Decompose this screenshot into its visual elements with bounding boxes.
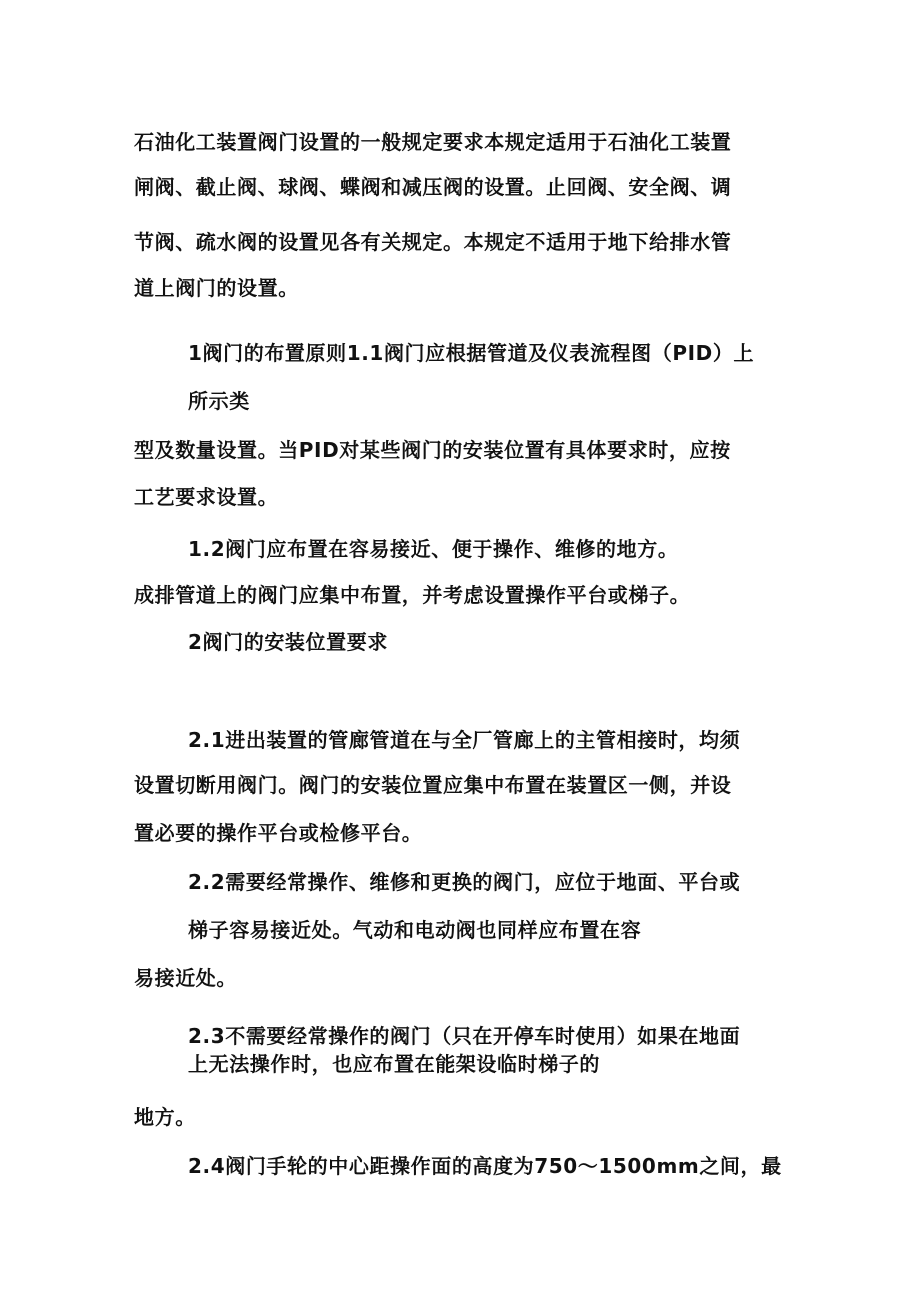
- section-heading-line: 2阀门的安装位置要求: [188, 630, 388, 654]
- text-line: 型及数量设置。当PID对某些阀门的安装位置有具体要求时，应按: [134, 438, 731, 462]
- text-line: 成排管道上的阀门应集中布置，并考虑设置操作平台或梯子。: [134, 583, 691, 607]
- section-heading-line: 1阀门的布置原则1.1阀门应根据管道及仪表流程图（PID）上: [188, 341, 755, 365]
- text-line: 2.2需要经常操作、维修和更换的阀门，应位于地面、平台或: [188, 870, 741, 894]
- text-line: 设置切断用阀门。阀门的安装位置应集中布置在装置区一侧，并设: [134, 773, 732, 797]
- text-line: 上无法操作时，也应布置在能架设临时梯子的: [188, 1052, 600, 1076]
- text-line: 闸阀、截止阀、球阀、蝶阀和减压阀的设置。止回阀、安全阀、调: [134, 175, 732, 199]
- text-line: 易接近处。: [134, 966, 237, 990]
- text-line: 石油化工装置阀门设置的一般规定要求本规定适用于石油化工装置: [134, 130, 732, 154]
- text-line: 节阀、疏水阀的设置见各有关规定。本规定不适用于地下给排水管: [134, 230, 732, 254]
- text-line: 2.1进出装置的管廊管道在与全厂管廊上的主管相接时，均须: [188, 728, 741, 752]
- text-line: 道上阀门的设置。: [134, 276, 299, 300]
- text-line: 工艺要求设置。: [134, 485, 279, 509]
- text-line: 地方。: [134, 1105, 196, 1129]
- text-line: 2.3不需要经常操作的阀门（只在开停车时使用）如果在地面: [188, 1024, 741, 1048]
- text-line: 置必要的操作平台或检修平台。: [134, 821, 423, 845]
- text-line: 所示类: [188, 389, 250, 413]
- text-line: 梯子容易接近处。气动和电动阀也同样应布置在容: [188, 918, 642, 942]
- text-line: 2.4阀门手轮的中心距操作面的高度为750～1500mm之间，最: [188, 1154, 782, 1178]
- text-line: 1.2阀门应布置在容易接近、便于操作、维修的地方。: [188, 537, 679, 561]
